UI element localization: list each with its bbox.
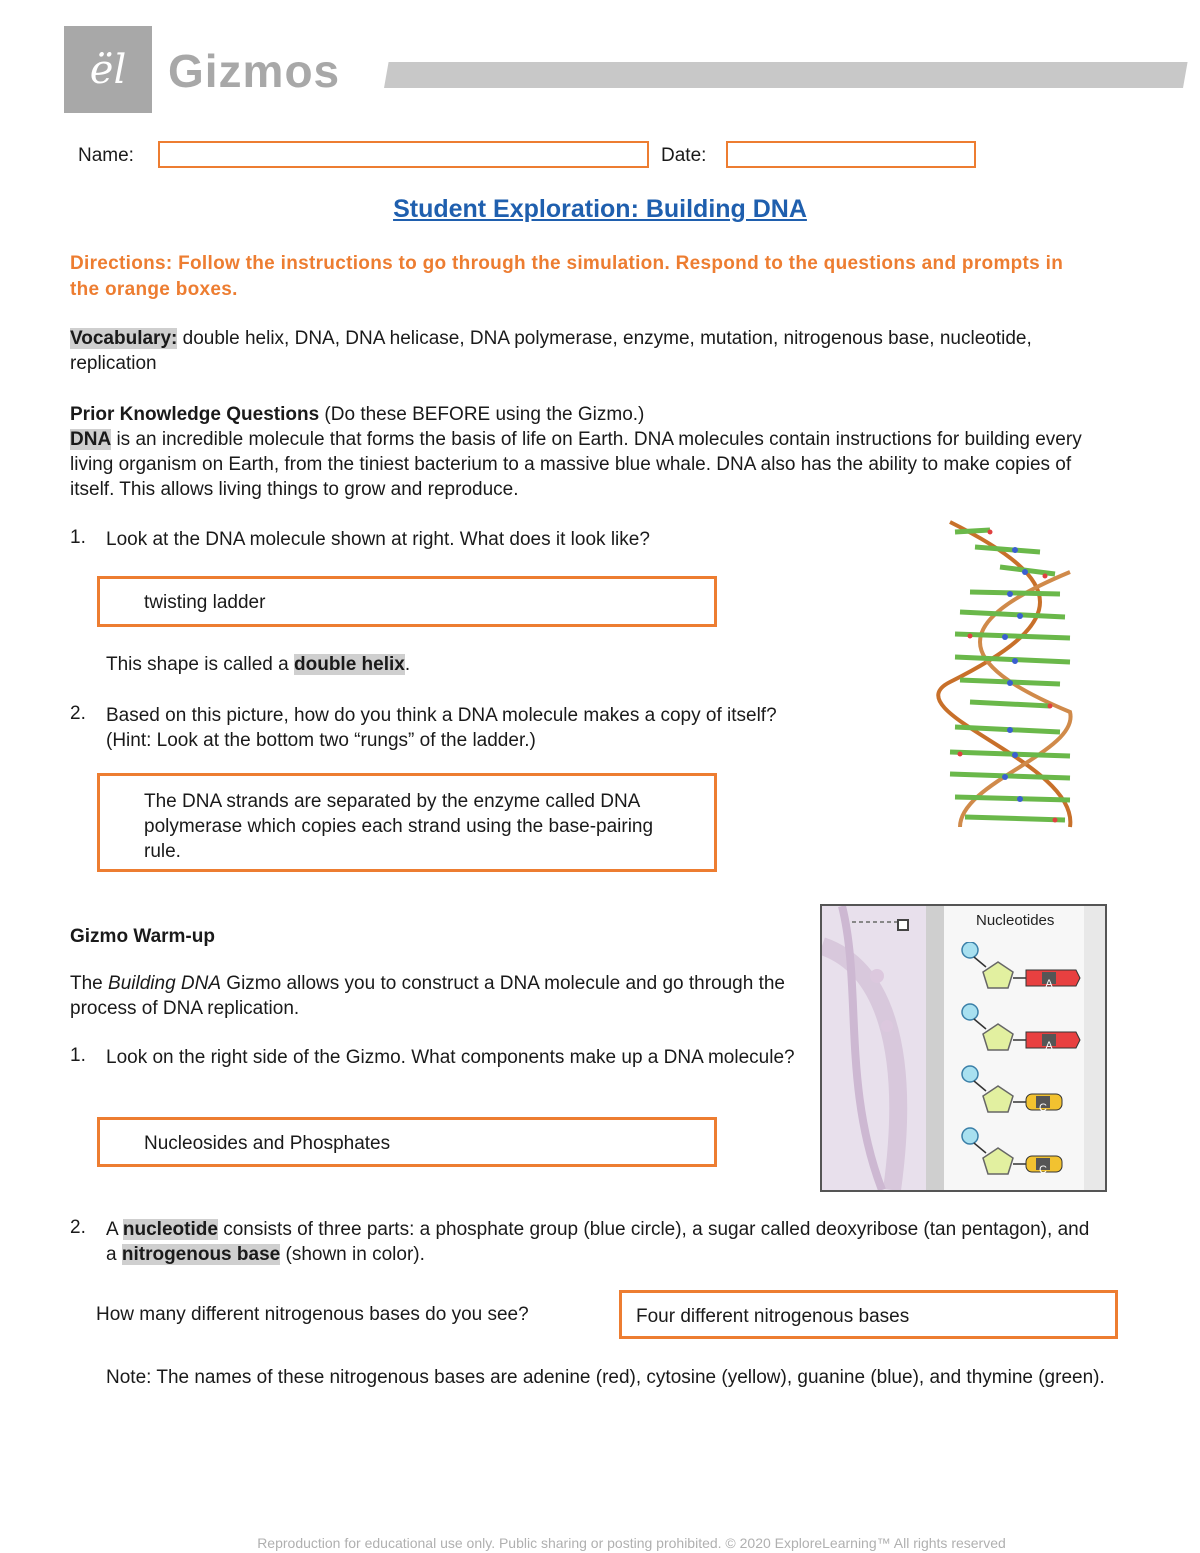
directions: Directions: Follow the instructions to go through the simulation. Respond to the questions and prompts in the orange boxes. (70, 253, 1064, 300)
answer-text: Four different nitrogenous bases (636, 1306, 910, 1327)
brand-name: Gizmos (168, 45, 341, 97)
nucleotide-adenine-1 (962, 942, 1080, 988)
question-text: Look on the right side of the Gizmo. What components make up a DNA molecule? (106, 1047, 795, 1068)
vocabulary-label: Vocabulary: (70, 328, 178, 349)
answer-text: Nucleosides and Phosphates (144, 1133, 391, 1154)
header-bar (384, 62, 1188, 88)
answer-box[interactable] (619, 1290, 1118, 1339)
base-label: C (1039, 1102, 1047, 1114)
question-text: A nucleotide consists of three parts: a phosphate group (blue circle), a sugar called deoxyribose (tan pentagon), and a nitrogenous base (shown in color). (106, 1219, 1090, 1265)
warmup-intro: The Building DNA Gizmo allows you to construct a DNA molecule and go through the process of DNA replication. (70, 973, 785, 1019)
date-label: Date: (661, 145, 707, 166)
question-text: Based on this picture, how do you think a DNA molecule makes a copy of itself? (106, 705, 777, 726)
question-prompt: How many different nitrogenous bases do you see? (96, 1304, 529, 1325)
question-number: 2. (70, 1217, 86, 1238)
answer-text: The DNA strands are separated by the enzyme called DNA polymerase which copies each strand using the base-pairing rule. (144, 791, 654, 862)
base-label: A (1045, 978, 1053, 990)
prior-knowledge-intro: DNA is an incredible molecule that forms the basis of life on Earth. DNA molecules contain instructions for building every living organism on Earth, from the tiniest bacterium to a massive blue whale. DNA also has the ability to make copies of itself. This allows living things to grow and reproduce. (70, 429, 1082, 500)
name-label: Name: (78, 145, 134, 166)
question-number: 1. (70, 527, 86, 548)
question-number: 1. (70, 1045, 86, 1066)
nucleotide-term: nucleotide (122, 1219, 218, 1240)
name-field[interactable] (158, 141, 649, 168)
question-text: Look at the DNA molecule shown at right. What does it look like? (106, 529, 650, 550)
nucleotide-adenine-2 (962, 1004, 1080, 1050)
base-label: A (1045, 1040, 1053, 1052)
question-number: 2. (70, 703, 86, 724)
note-text: Note: The names of these nitrogenous bases are adenine (red), cytosine (yellow), guanine (blue), and thymine (green). (106, 1367, 1105, 1388)
nucleotides-title: Nucleotides (976, 912, 1055, 929)
answer-box[interactable] (97, 1117, 717, 1167)
dna-helix-image (930, 512, 1090, 837)
answer-text: twisting ladder (144, 592, 266, 613)
nitrogenous-base-term: nitrogenous base (121, 1244, 281, 1265)
vocabulary (70, 326, 1070, 376)
nucleotide-list (958, 942, 1088, 1182)
followup-text: This shape is called a double helix. (106, 654, 411, 675)
footer: Reproduction for educational use only. Public sharing or posting prohibited. © 2020 ExploreLearning™ All rights reserved (257, 1535, 1006, 1551)
page-title: Student Exploration: Building DNA (393, 195, 807, 223)
logo-mark: ël (89, 46, 127, 93)
answer-box[interactable] (97, 773, 717, 872)
prior-knowledge-heading: Prior Knowledge Questions (Do these BEFORE using the Gizmo.) (70, 404, 645, 425)
answer-box[interactable] (97, 576, 717, 627)
question-hint: (Hint: Look at the bottom two “rungs” of the ladder.) (106, 730, 536, 751)
base-label: C (1039, 1164, 1047, 1176)
date-field[interactable] (726, 141, 976, 168)
dna-term: DNA (70, 429, 112, 450)
warmup-heading: Gizmo Warm-up (70, 926, 215, 947)
double-helix-term: double helix (294, 654, 405, 675)
gizmo-screenshot (820, 904, 1107, 1192)
vocabulary-terms: double helix, DNA, DNA helicase, DNA polymerase, enzyme, mutation, nitrogenous base, nucleotide, replication (70, 328, 1032, 374)
